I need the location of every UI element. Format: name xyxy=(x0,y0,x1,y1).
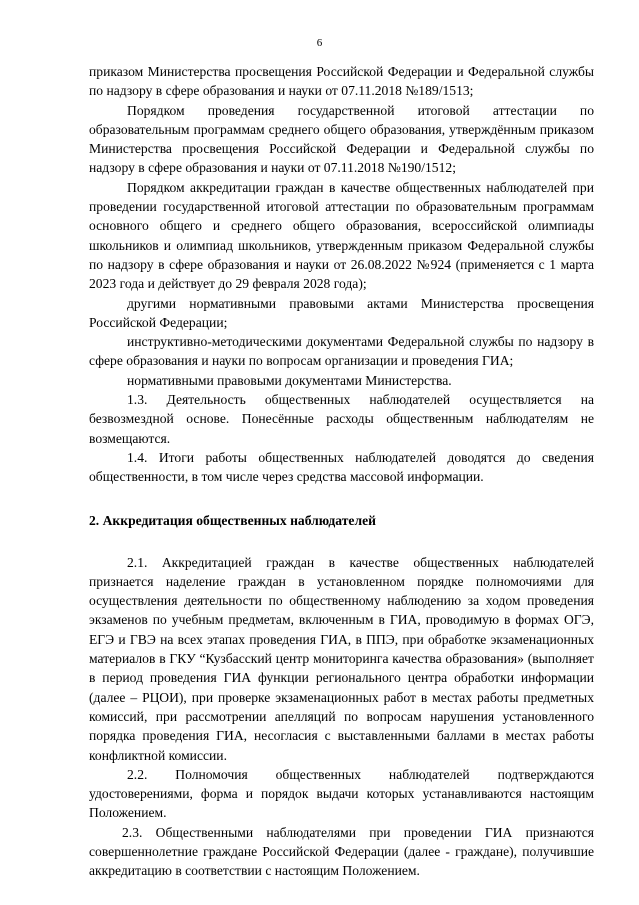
section-heading: 2. Аккредитация общественных наблюдателей xyxy=(89,512,376,528)
paragraph: приказом Министерства просвещения Российской Федерации и Федеральной службы по надзору в сфере образования и науки от 07.11.2018 №189/1513; xyxy=(89,64,594,99)
paragraph: Порядком проведения государственной итоговой аттестации по образовательным программам среднего общего образования, утверждённым приказом Министерства просвещения Российской Федерации и Федеральной службы по надзору в сфере образования и науки от 07.11.2018 №190/1512; xyxy=(89,102,594,176)
paragraph: другими нормативными правовыми актами Министерства просвещения Российской Федерации; xyxy=(89,295,594,330)
page-number: 6 xyxy=(316,37,323,49)
document-body xyxy=(89,62,594,881)
paragraph: Порядком аккредитации граждан в качестве общественных наблюдателей при проведении государственной итоговой аттестации по образовательным программам основного общего и среднего общего образования, всероссийской олимпиады школьников и олимпиад школьников, утвержденным приказом Федеральной службы по надзору в сфере образования и науки от 26.08.2022 №924 (применяется с 1 марта 2023 года и действует до 29 февраля 2028 года); xyxy=(89,179,594,292)
paragraph: инструктивно-методическими документами Федеральной службы по надзору в сфере образования и науки по вопросам организации и проведения ГИА; xyxy=(89,334,594,369)
paragraph: 1.4. Итоги работы общественных наблюдателей доводятся до сведения общественности, в том числе через средства массовой информации. xyxy=(89,449,594,485)
paragraph: 2.3. Общественными наблюдателями при проведении ГИА признаются совершеннолетние граждане Российской Федерации (далее - граждане), получившие аккредитацию в соответствии с настоящим Положением. xyxy=(89,824,594,879)
paragraph: 1.3. Деятельность общественных наблюдателей осуществляется на безвозмездной основе. Понесённые расходы общественным наблюдателям не возмещаются. xyxy=(89,392,594,446)
paragraphs-bottom xyxy=(89,553,594,881)
paragraph: 2.1. Аккредитацией граждан в качестве общественных наблюдателей признается наделение граждан в установленном порядке полномочиями для осуществления деятельности по общественному наблюдению за ходом проведения экзаменов по учебным предметам, включенным в ГИА, проводимую в формах ОГЭ, ЕГЭ и ГВЭ на всех этапах проведения ГИА, в ППЭ, при обработке экзаменационных материалов в ГКУ “Кузбасский центр мониторинга качества образования» (выполняет в период проведения ГИА функции регионального центра обработки информации (далее – РЦОИ), при проверке экзаменационных работ в местах работы предметных комиссий, при рассмотрении апелляций по вопросам нарушения установленного порядка проведения ГИА, несогласия с выставленными баллами в местах работы конфликтной комиссии. xyxy=(89,554,594,763)
paragraph: 2.2. Полномочия общественных наблюдателей подтверждаются удостоверениями, форма и порядок выдачи которых устанавливаются настоящим Положением. xyxy=(89,766,594,821)
paragraphs-top xyxy=(89,62,594,487)
paragraph: нормативными правовыми документами Министерства. xyxy=(127,372,452,388)
